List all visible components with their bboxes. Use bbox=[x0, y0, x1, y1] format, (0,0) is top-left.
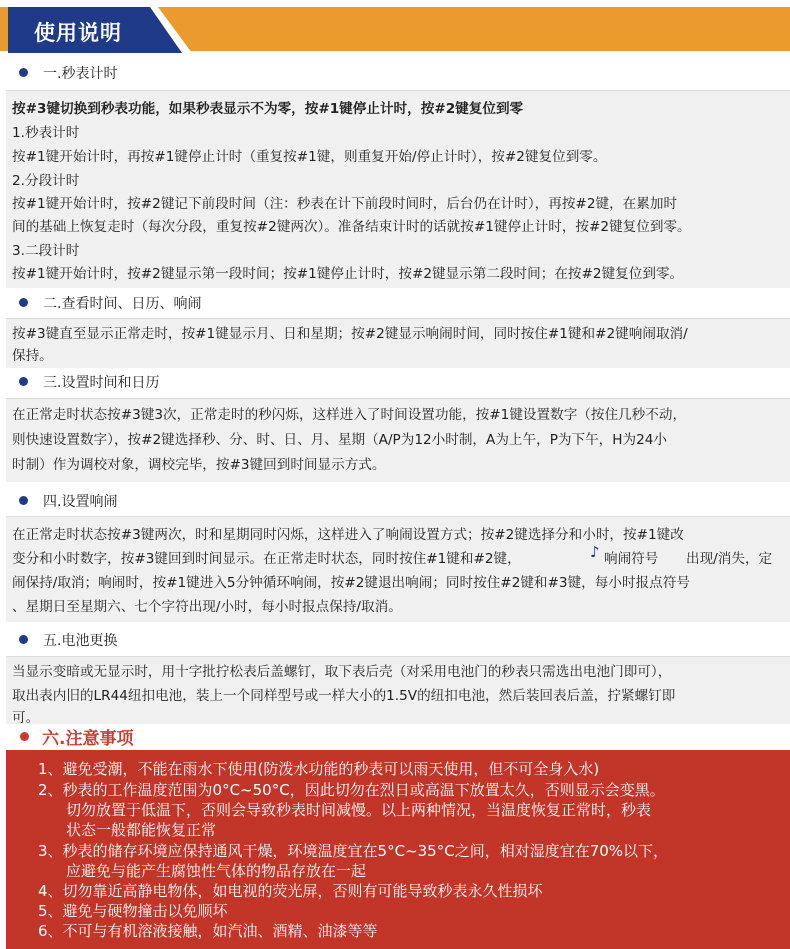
section-heading-label: 四.设置响闹 bbox=[43, 494, 118, 510]
header-title-tab bbox=[8, 7, 204, 53]
notice-line: 3、秒表的储存环境应保持通风干燥，环境温度宜在5°C~35°C之间，相对湿度宜在70%以下， bbox=[38, 842, 669, 860]
header-banner bbox=[0, 0, 790, 58]
section-panel-battery bbox=[6, 656, 790, 724]
section-heading-set-alarm bbox=[0, 488, 790, 516]
text-line: 时制）作为调校对象，调校完毕，按#3键回到时间显示方式。 bbox=[12, 457, 386, 473]
section-panel-set-alarm bbox=[6, 516, 790, 622]
text-line: 按#1键开始计时，再按#1键停止计时（重复按#1键，则重复开始/停止计时），按#2键复位到零。 bbox=[12, 149, 607, 165]
section-heading-view-time bbox=[0, 290, 790, 318]
text-line: 、星期日至星期六、七个字符出现/小时，每小时报点保持/取消。 bbox=[12, 599, 402, 615]
notice-line: 2、秒表的工作温度范围为0°C~50°C，因此切勿在烈日或高温下放置太久，否则显示会变黑。 bbox=[38, 781, 665, 799]
text-line: 按#3键切换到秒表功能，如果秒表显示不为零，按#1键停止计时，按#2键复位到零 bbox=[12, 101, 524, 117]
bullet-icon bbox=[19, 496, 28, 505]
section-panel-view-time bbox=[6, 318, 790, 368]
section-heading-label: 三.设置时间和日历 bbox=[43, 375, 160, 391]
notice-line: 应避免与能产生腐蚀性气体的物品存放在一起 bbox=[66, 862, 367, 880]
text-line: 1.秒表计时 bbox=[12, 125, 80, 141]
section-heading-label: 二.查看时间、日历、响闹 bbox=[43, 296, 202, 312]
section-heading-label: 五.电池更换 bbox=[43, 633, 118, 649]
text-line: 取出表内旧的LR44纽扣电池，装上一个同样型号或一样大小的1.5V的纽扣电池，然后装回表后盖，拧紧螺钉即 bbox=[12, 688, 676, 704]
text-line: 按#1键开始计时，按#2键显示第一段时间；按#1键停止计时，按#2键显示第二段时间；在按#2键复位到零。 bbox=[12, 266, 684, 282]
bullet-icon bbox=[19, 68, 28, 77]
notice-panel bbox=[6, 750, 790, 949]
bullet-icon bbox=[20, 732, 29, 741]
bullet-icon bbox=[19, 298, 28, 307]
notice-line: 6、不可与有机溶液接触，如汽油、酒精、油漆等等 bbox=[38, 922, 378, 940]
notice-line: 5、避免与硬物撞击以免顺坏 bbox=[38, 902, 228, 920]
text-line: 响闹符号 bbox=[604, 551, 659, 567]
notice-line: 4、切勿靠近高静电物体，如电视的荧光屏，否则有可能导致秒表永久性损坏 bbox=[38, 882, 543, 900]
text-line: 变分和小时数字，按#3键回到时间显示。在正常走时状态，同时按住#1键和#2键， bbox=[12, 551, 521, 567]
section-heading-label: 六.注意事项 bbox=[42, 729, 134, 749]
text-line: 闹保持/取消；响闹时，按#1键进入5分钟循环响闹，按#2键退出响闹；同时按住#2键和#3键，每小时报点符号 bbox=[12, 575, 690, 591]
notice-line: 切勿放置于低温下，否则会导致秒表时间减慢。以上两种情况，当温度恢复正常时，秒表 bbox=[66, 801, 652, 819]
section-panel-set-time bbox=[6, 398, 790, 482]
text-line: 2.分段计时 bbox=[12, 173, 80, 189]
text-line: 在正常走时状态按#3键两次，时和星期同时闪烁，这样进入了响闹设置方式；按#2键选择分和小时，按#1键改 bbox=[12, 527, 684, 543]
text-line: 可。 bbox=[12, 710, 40, 726]
text-line: 出现/消失，定 bbox=[686, 551, 773, 567]
section-heading-set-time bbox=[0, 369, 790, 397]
section-heading-stopwatch bbox=[0, 60, 790, 88]
text-line: 间的基础上恢复走时（每次分段，重复按#2键两次）。准备结束计时的话就按#1键停止计时，按#2键复位到零。 bbox=[12, 219, 691, 235]
notice-line: 状态一般都能恢复正常 bbox=[66, 821, 217, 839]
section-heading-label: 一.秒表计时 bbox=[43, 66, 118, 82]
section-heading-battery bbox=[0, 627, 790, 655]
text-line: 在正常走时状态按#3键3次，正常走时的秒闪烁，这样进入了时间设置功能，按#1键设置数字（按住几秒不动， bbox=[12, 407, 687, 423]
section-panel-stopwatch bbox=[6, 90, 790, 288]
bullet-icon bbox=[19, 377, 28, 386]
text-line: 则快速设置数字），按#2键选择秒、分、时、日、月、星期（A/P为12小时制，A为上午，P为下午，H为24小 bbox=[12, 432, 667, 448]
text-line: 当显示变暗或无显示时，用十字批拧松表后盖螺钉，取下表后壳（对采用电池门的秒表只需选出电池门即可）， bbox=[12, 664, 672, 680]
page-title: 使用说明 bbox=[34, 21, 122, 45]
text-line: 3.二段计时 bbox=[12, 243, 80, 259]
alarm-symbol-icon: ♪ bbox=[590, 543, 600, 561]
notice-line: 1、避免受潮，不能在雨水下使用(防泼水功能的秒表可以雨天使用，但不可全身入水) bbox=[38, 760, 600, 778]
text-line: 按#1键开始计时，按#2键记下前段时间（注：秒表在计下前段时间时，后台仍在计时），再按#2键，在累加时 bbox=[12, 196, 678, 212]
text-line: 保持。 bbox=[12, 348, 53, 364]
text-line: 按#3键直至显示正常走时，按#1键显示月、日和星期；按#2键显示响闹时间，同时按住#1键和#2键响闹取消/ bbox=[12, 326, 688, 342]
bullet-icon bbox=[19, 635, 28, 644]
section-heading-notice bbox=[0, 724, 790, 750]
